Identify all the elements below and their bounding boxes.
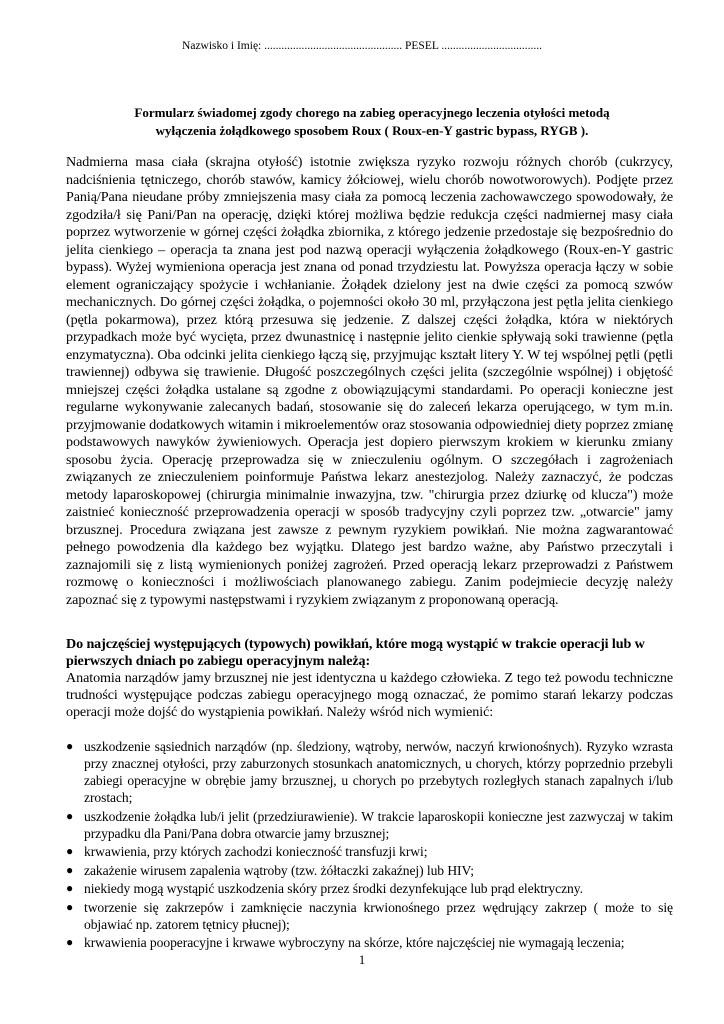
list-item-text: niekiedy mogą wystąpić uszkodzenia skóry przez środki dezynfekujące lub prąd elektryczny.: [84, 881, 583, 896]
list-item: [66, 843, 673, 860]
list-item-text: uszkodzenie sąsiednich narządów (np. śledziony, wątroby, nerwów, naczyń krwionośnych). Ryzyko wzrasta przy znacznej otyłości, przy zaburzonych stosunkach anatomicznych, u chorych, którzy poprzednio przebyli zabiegi operacyjne w obrębie jamy brzusznej, u chorych po przebytych rozległych stanach zapalnych i/lub zrostach;: [84, 739, 673, 805]
form-title-line-2: wyłączenia żołądkowego sposobem Roux ( Roux-en-Y gastric bypass, RYGB ).: [155, 123, 589, 138]
bullet-icon: ●: [66, 844, 74, 858]
list-item: [66, 880, 673, 897]
form-title-line-1: Formularz świadomej zgody chorego na zabieg operacyjnego leczenia otyłości metodą: [134, 105, 610, 120]
bullet-icon: ●: [66, 739, 74, 753]
bullet-icon: ●: [66, 862, 74, 877]
page-number: 1: [358, 952, 366, 967]
bullet-icon: ●: [66, 881, 74, 895]
complications-heading: Do najczęściej występujących (typowych) powikłań, które mogą wystąpić w trakcie operacji lub w pierwszych dniach po zabiegu operacyjnym należą:: [66, 636, 645, 669]
bullet-icon: ●: [66, 935, 74, 949]
list-item: [66, 899, 673, 933]
list-item-text: zakażenie wirusem zapalenia wątroby (tzw. żółtaczki zakaźnej) lub HIV;: [84, 862, 474, 878]
complications-list: [66, 738, 673, 953]
name-pesel-line: Nazwisko i Imię: ................................................ PESEL ...................................: [182, 40, 542, 52]
bullet-icon: ●: [66, 899, 74, 914]
intro-paragraph: Nadmierna masa ciała (skrajna otyłość) istotnie zwiększa ryzyko rozwoju różnych chorób (cukrzycy, nadciśnienia tętniczego, chorób stawów, kamicy żółciowej, wielu chorób nowotworowych). Podjęte przez Panią/Pana nieudane próby zmniejszenia masy ciała za pomocą leczenia zachowawczego spowodowały, że zgodziła/ł się Pani/Pan na operację, dzięki której możliwa będzie redukcja części nadmiernej masy ciała poprzez wytworzenie w górnej części żołądka zbiornika, z którego jedzenie przedostaje się bezpośrednio do jelita cienkiego – operacja ta znana jest pod nazwą operacji wyłączenia żołądkowego (Roux-en-Y gastric bypass). Wyżej wymieniona operacja jest znana od ponad trzydziestu lat. Powyższa operacja łączy w sobie element ograniczający spożycie i wchłanianie. Żołądek dzielony jest na dwie części za pomocą szwów mechanicznych. Do górnej części żołądka, o pojemności około 30 ml, przyłączona jest pętla jelita cienkiego (pętla pokarmowa), przez którą przesuwa się jedzenie. Z dalszej części żołądka, która w niektórych przypadkach może być wycięta, przez dwunastnicę i następnie jelito cienkie spływają soki trawienne (pętla enzymatyczna). Oba odcinki jelita cienkiego łączą się, przyjmując kształt litery Y. W tej wspólnej pętli (pętli trawiennej) odbywa się trawienie. Długość poszczególnych części jelita (szczególnie wspólnej) i objętość mniejszej części żołądka ustalane są zgodne z obowiązującymi standardami. Po operacji konieczne jest regularne wykonywanie zalecanych badań, stosowanie się do zaleceń lekarza operującego, w tym m.in. przyjmowanie dodatkowych witamin i mikroelementów oraz stosowania odpowiedniej diety poprzez zmianę podstawowych nawyków żywieniowych. Operacja jest dopiero pierwszym krokiem w kierunku zmiany sposobu życia. Operację przeprowadza się w znieczuleniu ogólnym. O szczegółach i zagrożeniach związanych ze znieczuleniem poinformuje Państwa lekarz anestezjolog. Należy zaznaczyć, że podczas metody laparoskopowej (chirurgia minimalnie inwazyjna, tzw. "chirurgia przez dziurkę od klucza") może zaistnieć konieczność przeprowadzenia operacji w sposób tradycyjny czyli poprzez tzw. „otwarcie" jamy brzusznej. Procedura związana jest zawsze z pewnym ryzykiem powikłań. Nie można zagwarantować pełnego powodzenia dla każdego bez wyjątku. Dlatego jest bardzo ważne, aby Państwo przeczytali i zaznajomili się z listą wymienionych poniżej zagrożeń. Przed operacją lekarz przeprowadzi z Państwem rozmowę o konieczności i możliwościach planowanego zabiegu. Zanim podejmiecie decyzję należy zapoznać się z typowymi następstwami i ryzykiem związanym z proponowaną operacją.: [66, 154, 673, 608]
list-item: [66, 738, 673, 806]
list-item: [66, 934, 673, 951]
form-title: [80, 104, 664, 140]
list-item-text: tworzenie się zakrzepów i zamknięcie naczynia krwionośnego przez wędrujący zakrzep ( może to się objawiać np. zatorem tętnicy płucnej);: [84, 899, 673, 932]
intro-paragraph-block: [66, 154, 673, 609]
list-item-text: krwawienia, przy których zachodzi konieczność transfuzji krwi;: [84, 844, 428, 859]
list-item: [66, 808, 673, 842]
list-item-text: uszkodzenie żołądka lub/i jelit (przedziurawienie). W trakcie laparoskopii konieczne jest zazwyczaj w takim przypadku dla Pani/Pana dobra otwarcie jamy brzusznej;: [84, 808, 673, 841]
list-item: [66, 862, 673, 879]
bullet-icon: ●: [66, 808, 74, 823]
complications-intro: Anatomia narządów jamy brzusznej nie jest identyczna u każdego człowieka. Z tego też powodu techniczne trudności występujące podczas zabiegu operacyjnego mogą oznaczać, że pomimo starań lekarzy podczas operacji może dojść do wystąpienia powikłań. Należy wśród nich wymienić:: [66, 670, 673, 720]
list-item-text: krwawienia pooperacyjne i krwawe wybroczyny na skórze, które najczęściej nie wymagają leczenia;: [84, 935, 625, 950]
